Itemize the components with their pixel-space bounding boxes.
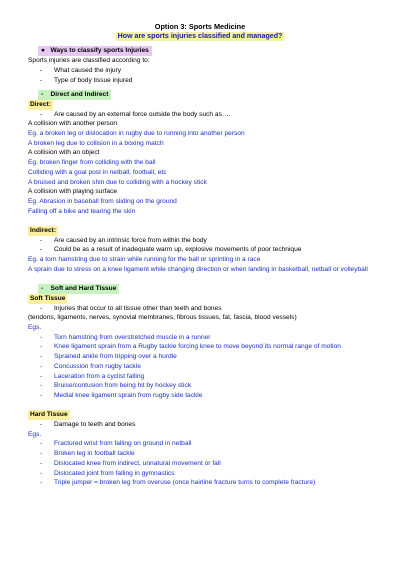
example-line: Eg. Abrasion in baseball from sliding on the ground <box>28 197 177 205</box>
list-item: - Are caused by an external force outside the body such as…. <box>40 110 231 118</box>
list-item: - Concussion from rugby tackle <box>40 362 141 370</box>
example-line: A sprain due to stress on a knee ligament while changing direction or when landing in basketball, netball or volleyball <box>28 265 368 273</box>
spacer <box>28 401 372 411</box>
list-item: - Bruise/contusion from being hit by hockey stick <box>40 382 192 390</box>
example-line: Eg. a torn hamstring due to strain while running for the ball or sprinting in a race <box>28 256 261 264</box>
example-line: Falling off a bike and tearing the skin <box>28 207 136 215</box>
classify-heading-row <box>38 46 372 56</box>
example-line: Eg. broken finger from colliding with the ball <box>28 159 156 167</box>
egs-label: Egs. <box>28 430 42 438</box>
list-item: - Broken leg in football tackle <box>40 450 135 458</box>
classify-intro: Sports injuries are classified according to: <box>28 57 150 65</box>
list-item: - Knee ligament sprain from a Rugby tackle forcing knee to move beyond its normal range of motion <box>40 343 341 351</box>
example-line: Eg. a broken leg or dislocation in rugby due to running into another person <box>28 130 245 138</box>
list-item: - Torn hamstring from overstretched muscle in a runner <box>40 333 211 341</box>
indirect-label: Indirect: <box>30 227 57 235</box>
page-subtitle: How are sports injuries classified and managed? <box>117 31 283 40</box>
direct-indirect-heading: - Direct and Indirect <box>38 90 111 100</box>
list-item: - Laceration from a cyclist falling <box>40 372 145 380</box>
list-item: - What caused the injury <box>40 66 122 74</box>
list-item: - Are caused by an intrinsic force from within the body <box>40 236 207 244</box>
group-head: A collision with playing surface <box>28 188 118 196</box>
list-item: - Triple jumper = broken leg from overuse (once hairline fracture turns to complete fracture) <box>40 479 316 487</box>
soft-label-row <box>28 294 372 304</box>
soft-tissue-label: Soft Tissue <box>30 294 66 302</box>
example-line: A bruised and broken shin due to colliding with a hockey stick <box>28 178 207 186</box>
soft-note: (tendons, ligaments, nerves, synovial membranes, fibrous tissues, fat, fascia, blood vessels) <box>28 314 297 322</box>
list-item: - Sprained ankle from tripping over a hurdle <box>40 353 177 361</box>
direct-label-row <box>28 100 372 110</box>
direct-label: Direct: <box>30 100 51 108</box>
direct-indirect-heading-row <box>38 90 372 100</box>
list-item: - Dislocated knee from indirect, unnatural movement or fall <box>40 459 221 467</box>
group-head: A collision with an object <box>28 149 100 157</box>
classify-heading <box>38 46 152 56</box>
soft-hard-heading-row <box>38 284 372 294</box>
example-line: Colliding with a goal post in netball, football, etc <box>28 168 167 176</box>
group-head: A collision with another person <box>28 120 118 128</box>
page-title: Option 3: Sports Medicine <box>154 22 246 31</box>
classify-heading-text: Ways to classify sports Injuries <box>50 47 149 55</box>
spacer <box>28 216 372 226</box>
egs-label: Egs. <box>28 324 42 332</box>
hard-tissue-label: Hard Tissue <box>30 411 68 419</box>
example-line: A broken leg due to collision in a boxing match <box>28 139 164 147</box>
list-item: - Injuries that occur to all tissue other than teeth and bones <box>40 304 222 312</box>
bullet-icon: ● <box>41 47 45 55</box>
list-item: - Damage to teeth and bones <box>40 421 136 429</box>
list-item: - Medial knee ligament sprain from rugby side tackle <box>40 391 203 399</box>
list-item: - Dislocated joint from falling in gymnastics <box>40 469 175 477</box>
indirect-label-row <box>28 226 372 236</box>
list-item: - Type of body tissue injured <box>40 76 133 84</box>
list-item: - Could be as a result of inadequate warm up, explosive movements of poor technique <box>40 246 302 254</box>
soft-hard-heading: - Soft and Hard Tissue <box>38 284 119 294</box>
hard-label-row <box>28 410 372 420</box>
list-item: - Fractured wrist from falling on ground in netball <box>40 440 192 448</box>
subtitle-row <box>28 32 372 42</box>
spacer <box>28 275 372 285</box>
